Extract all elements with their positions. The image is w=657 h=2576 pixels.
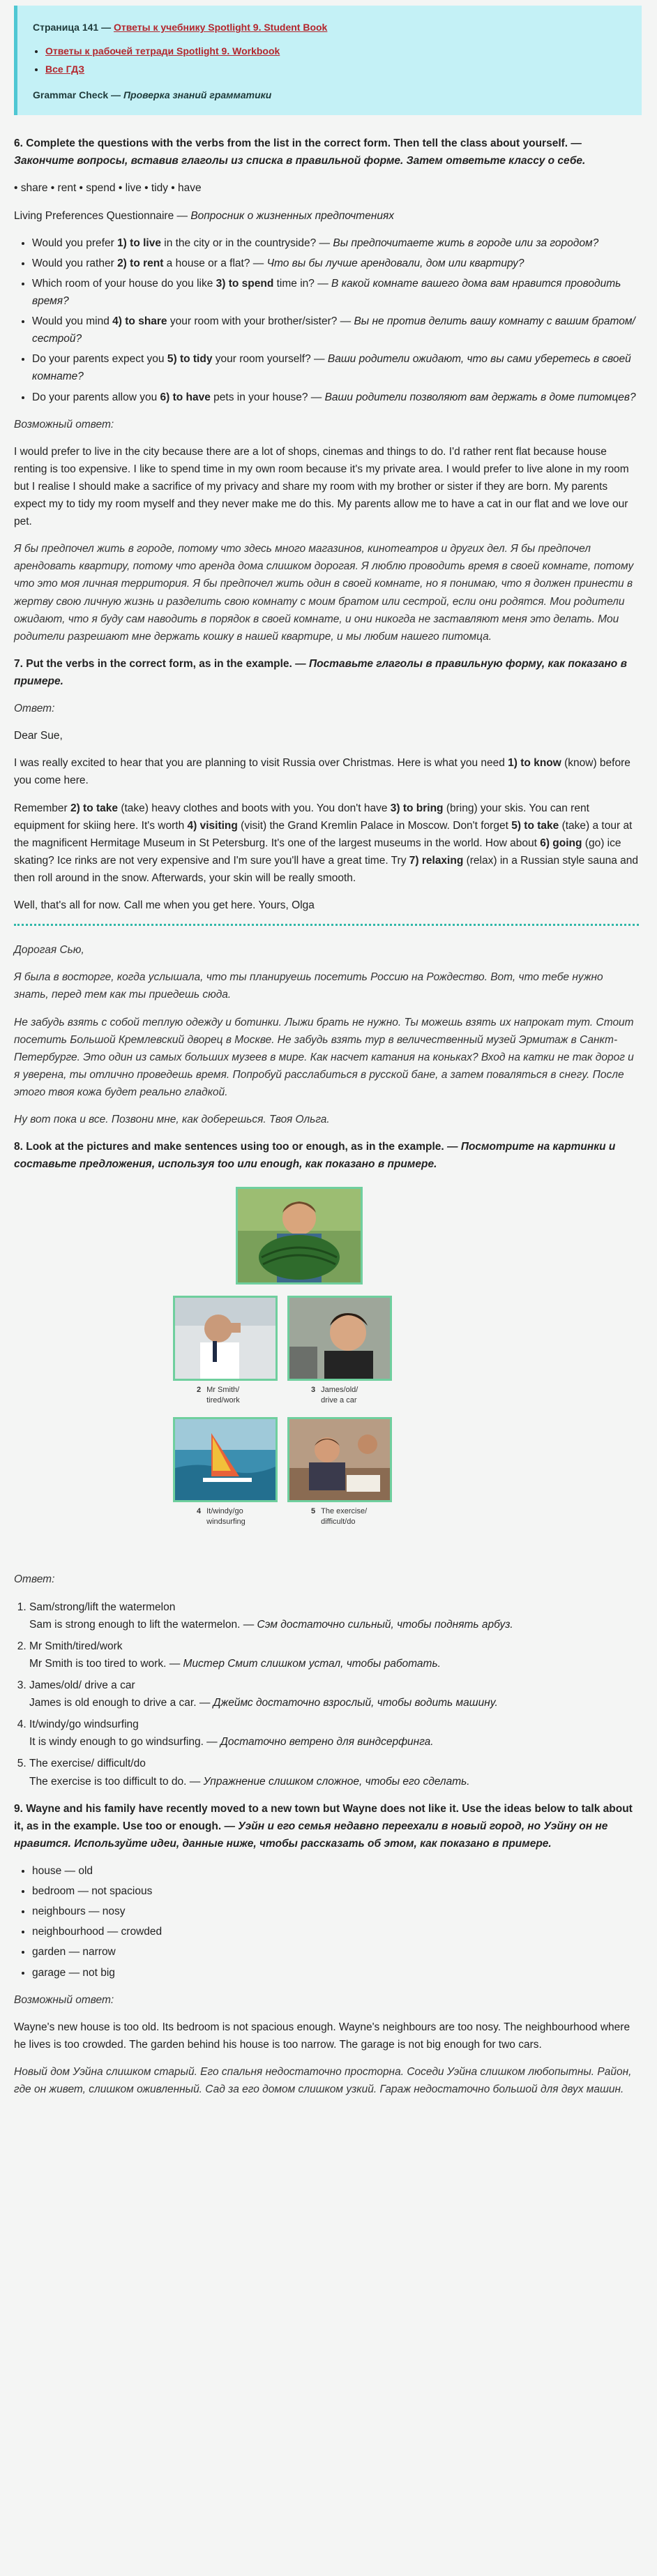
- ru-letter-paragraph-2: Не забудь взять с собой теплую одежду и ботинки. Лыжи брать не нужно. Ты можешь взять их напрокат тут. Стоит посетить Большой Кремлевский дворец в Москве. Не забудь взять тур в величественный музей Эрмитаж в Санкт-Петербурге. Это один из самых больших музеев в мире. Как насчет катания на коньках? Вход на катки не так дорог и я уверена, ты отлично проведешь время. Попробуй расслабиться в русской бане, а затем поваляться в снегу. После этого твоя кожа будет реально гладкой.: [14, 1016, 634, 1098]
- ru-letter-paragraph-1: Я была в восторге, когда услышала, что ты планируешь посетить Россию на Рождество. Вот, что тебе нужно знать, перед тем как ты приедешь сюда.: [14, 971, 603, 1001]
- answer-item: 2. Mr Smith/tired/work Mr Smith is too tired to work. — Мистер Смит слишком устал, чтобы работать.: [29, 1638, 639, 1672]
- grammar-check-title: Grammar Check — Проверка знаний грамматики: [33, 89, 272, 101]
- picture-windsurfing: [173, 1417, 278, 1502]
- ex8-answer-label: Ответ:: [14, 1573, 55, 1586]
- ex9-ideas: [14, 1862, 639, 1982]
- main-content: [7, 115, 644, 2098]
- letter-paragraph-2: Remember 2) to take (take) heavy clothes and boots with you. You don't have 3) to bring (bring) your skis. You can rent equipment for skiing here. It's worth 4) visiting (visit) the Grand Kremlin Palace in Moscow. Don't forget 5) to take (take) a tour at the magnificent Hermitage Museum in St Petersburg. It's one of the largest museums in the world. How about 6) going (go) ice skating? Ice rinks are not very expensive and I'm sure you'll have a great time. Try 7) relaxing (relax) in a Russian style sauna and then roll around in the snow. Afterwards, your skin will be really smooth.: [14, 802, 639, 885]
- dotted-divider: [14, 924, 639, 926]
- picture-mr-smith: [173, 1296, 278, 1381]
- answer-item: 4. It/windy/go windsurfing It is windy enough to go windsurfing. — Достаточно ветрено для виндсерфинга.: [29, 1716, 639, 1751]
- answer-item: 3. James/old/ drive a car James is old enough to drive a car. — Джеймс достаточно взрослый, чтобы водить машину.: [29, 1677, 639, 1712]
- ru-letter-greeting: Дорогая Сью,: [14, 944, 84, 957]
- picture-boy-watermelon: [236, 1187, 363, 1285]
- all-gdz-link[interactable]: Все ГДЗ: [45, 63, 85, 75]
- letter-closing: Well, that's all for now. Call me when you get here. Yours, Olga: [14, 899, 315, 912]
- ex9-task: 9. Wayne and his family have recently moved to a new town but Wayne does not like it. Use the ideas below to talk about it, as in the example. Use too or enough. — Уэйн и его семья недавно переехали в новый город, но Уэйну он не нравится. Используйте идеи, данные ниже, чтобы рассказать об этом, как показано в примере.: [14, 1802, 633, 1850]
- question-item: • Do your parents expect you 5) to tidy your room yourself? — Ваши родители ожидают, что вы сами уберетесь в своей комнате?: [32, 350, 639, 385]
- answer-item: 1. Sam/strong/lift the watermelon Sam is strong enough to lift the watermelon. — Сэм достаточно сильный, чтобы поднять арбуз.: [29, 1598, 639, 1633]
- ex8-answers: [14, 1598, 639, 1790]
- ex9-answer-label: Возможный ответ:: [14, 1993, 114, 2006]
- idea-item: • garage — not big: [32, 1964, 639, 1982]
- ex6-answer-ru: Я бы предпочел жить в городе, потому что здесь много магазинов, кинотеатров и других дел. Я бы предпочел арендовать квартиру, потому что аренда дома слишком дорогая. Я люблю проводить время в своей комнате, потому что это моя личная территория. Я бы предпочел жить один в своей комнате, но я понимаю, что я должен принести в жертву свою личную жизнь и разделить свою комнату с моим братом или сестрой, если они родятся. Мои родители ожидают, что я буду сам наводить в порядок в своей комнате, и они никогда не заставляют меня это делать. Мои родители разрешают мне держать кошку в нашей квартире, и мы любим нашего питомца.: [14, 543, 634, 643]
- page-info-box: [14, 6, 642, 115]
- question-item: • Would you prefer 1) to live in the city or in the countryside? — Вы предпочитаете жить в городе или за городом?: [32, 234, 639, 252]
- caption-2: 2 Mr Smith/ tired/work: [197, 1386, 240, 1405]
- ex8-task: 8. Look at the pictures and make sentences using too or enough, as in the example. — Посмотрите на картинки и составьте предложения, используя too или enough, как показано в примере.: [14, 1141, 616, 1171]
- ex6-questionnaire-title: [14, 207, 639, 225]
- ex6-task: 6. Complete the questions with the verbs from the list in the correct form. Then tell the class about yourself. — Закончите вопросы, вставив глаголы из списка в правильной форме. Затем ответьте классу о себе.: [14, 137, 586, 167]
- page-label-line: [33, 20, 626, 36]
- idea-item: • bedroom — not spacious: [32, 1882, 639, 1900]
- ex7-task: 7. Put the verbs in the correct form, as in the example. — Поставьте глаголы в правильную форму, как показано в примере.: [14, 657, 627, 688]
- question-item: • Which room of your house do you like 3) to spend time in? — В какой комнате вашего дома вам нравится проводить время?: [32, 275, 639, 310]
- ex6-answer-en: I would prefer to live in the city because there are a lot of shops, cinemas and things to do. I'd rather rent flat because house renting is too expensive. I like to spend time in my own room because it's my private area. I would prefer to live alone in my room but I realise I should make a sacrifice of my privacy and share my room with my brother or sister if they are born. My parents expect my to tidy my room myself and they never make me do this. My parents allow me to have a cat in our flat and we love our pet.: [14, 445, 629, 528]
- picture-james: [287, 1296, 392, 1381]
- ex9-answer-ru: Новый дом Уэйна слишком старый. Его спальня недостаточно просторна. Соседи Уэйна слишком любопытны. Район, где он живет, слишком оживленный. Сад за его домом слишком узкий. Гараж недостаточно большой для двух машин.: [14, 2065, 632, 2096]
- picture-exercise: [287, 1417, 392, 1502]
- page-label: Страница 141 —: [33, 22, 114, 33]
- related-links: [33, 43, 626, 78]
- ex6-questions: [14, 234, 639, 406]
- idea-item: • neighbours — nosy: [32, 1903, 639, 1920]
- caption-4: 4 It/windy/go windsurfing: [197, 1507, 246, 1527]
- workbook-link[interactable]: Ответы к рабочей тетради Spotlight 9. Workbook: [45, 45, 280, 57]
- ex9-answer-en: Wayne's new house is too old. Its bedroom is not spacious enough. Wayne's neighbours are too nosy. The neighbourhood where he lives is too crowded. The garden behind his house is too narrow. The garage is not big enough for two cars.: [14, 2021, 630, 2051]
- exercise-pictures: [173, 1187, 480, 1550]
- question-item: • Would you mind 4) to share your room with your brother/sister? — Вы не против делить вашу комнату с вашим братом/сестрой?: [32, 313, 639, 347]
- caption-5: 5 The exercise/ difficult/do: [311, 1507, 368, 1527]
- caption-3: 3 James/old/ drive a car: [311, 1386, 358, 1405]
- letter-paragraph-1: I was really excited to hear that you are planning to visit Russia over Christmas. Here is what you need 1) to know (know) before you come here.: [14, 757, 630, 787]
- idea-item: • house — old: [32, 1862, 639, 1880]
- ex6-answer-label: Возможный ответ:: [14, 418, 114, 430]
- question-item: • Do your parents allow you 6) to have pets in your house? — Ваши родители позволяют вам держать в доме питомцев?: [32, 389, 639, 406]
- ex7-answer-label: Ответ:: [14, 703, 55, 715]
- letter-greeting: Dear Sue,: [14, 730, 63, 742]
- answer-item: 5. The exercise/ difficult/do The exercise is too difficult to do. — Упражнение слишком сложное, чтобы его сделать.: [29, 1755, 639, 1790]
- idea-item: • garden — narrow: [32, 1943, 639, 1961]
- question-item: • Would you rather 2) to rent a house or a flat? — Что вы бы лучше арендовали, дом или квартиру?: [32, 255, 639, 272]
- student-book-link[interactable]: Ответы к учебнику Spotlight 9. Student Book: [113, 22, 328, 33]
- idea-item: • neighbourhood — crowded: [32, 1923, 639, 1940]
- questionnaire-title-text: Living Preferences Questionnaire — Вопросник о жизненных предпочтениях: [14, 209, 395, 222]
- ex6-word-list: • share • rent • spend • live • tidy • have: [14, 182, 202, 195]
- ru-letter-closing: Ну вот пока и все. Позвони мне, как доберешься. Твоя Ольга.: [14, 1114, 330, 1126]
